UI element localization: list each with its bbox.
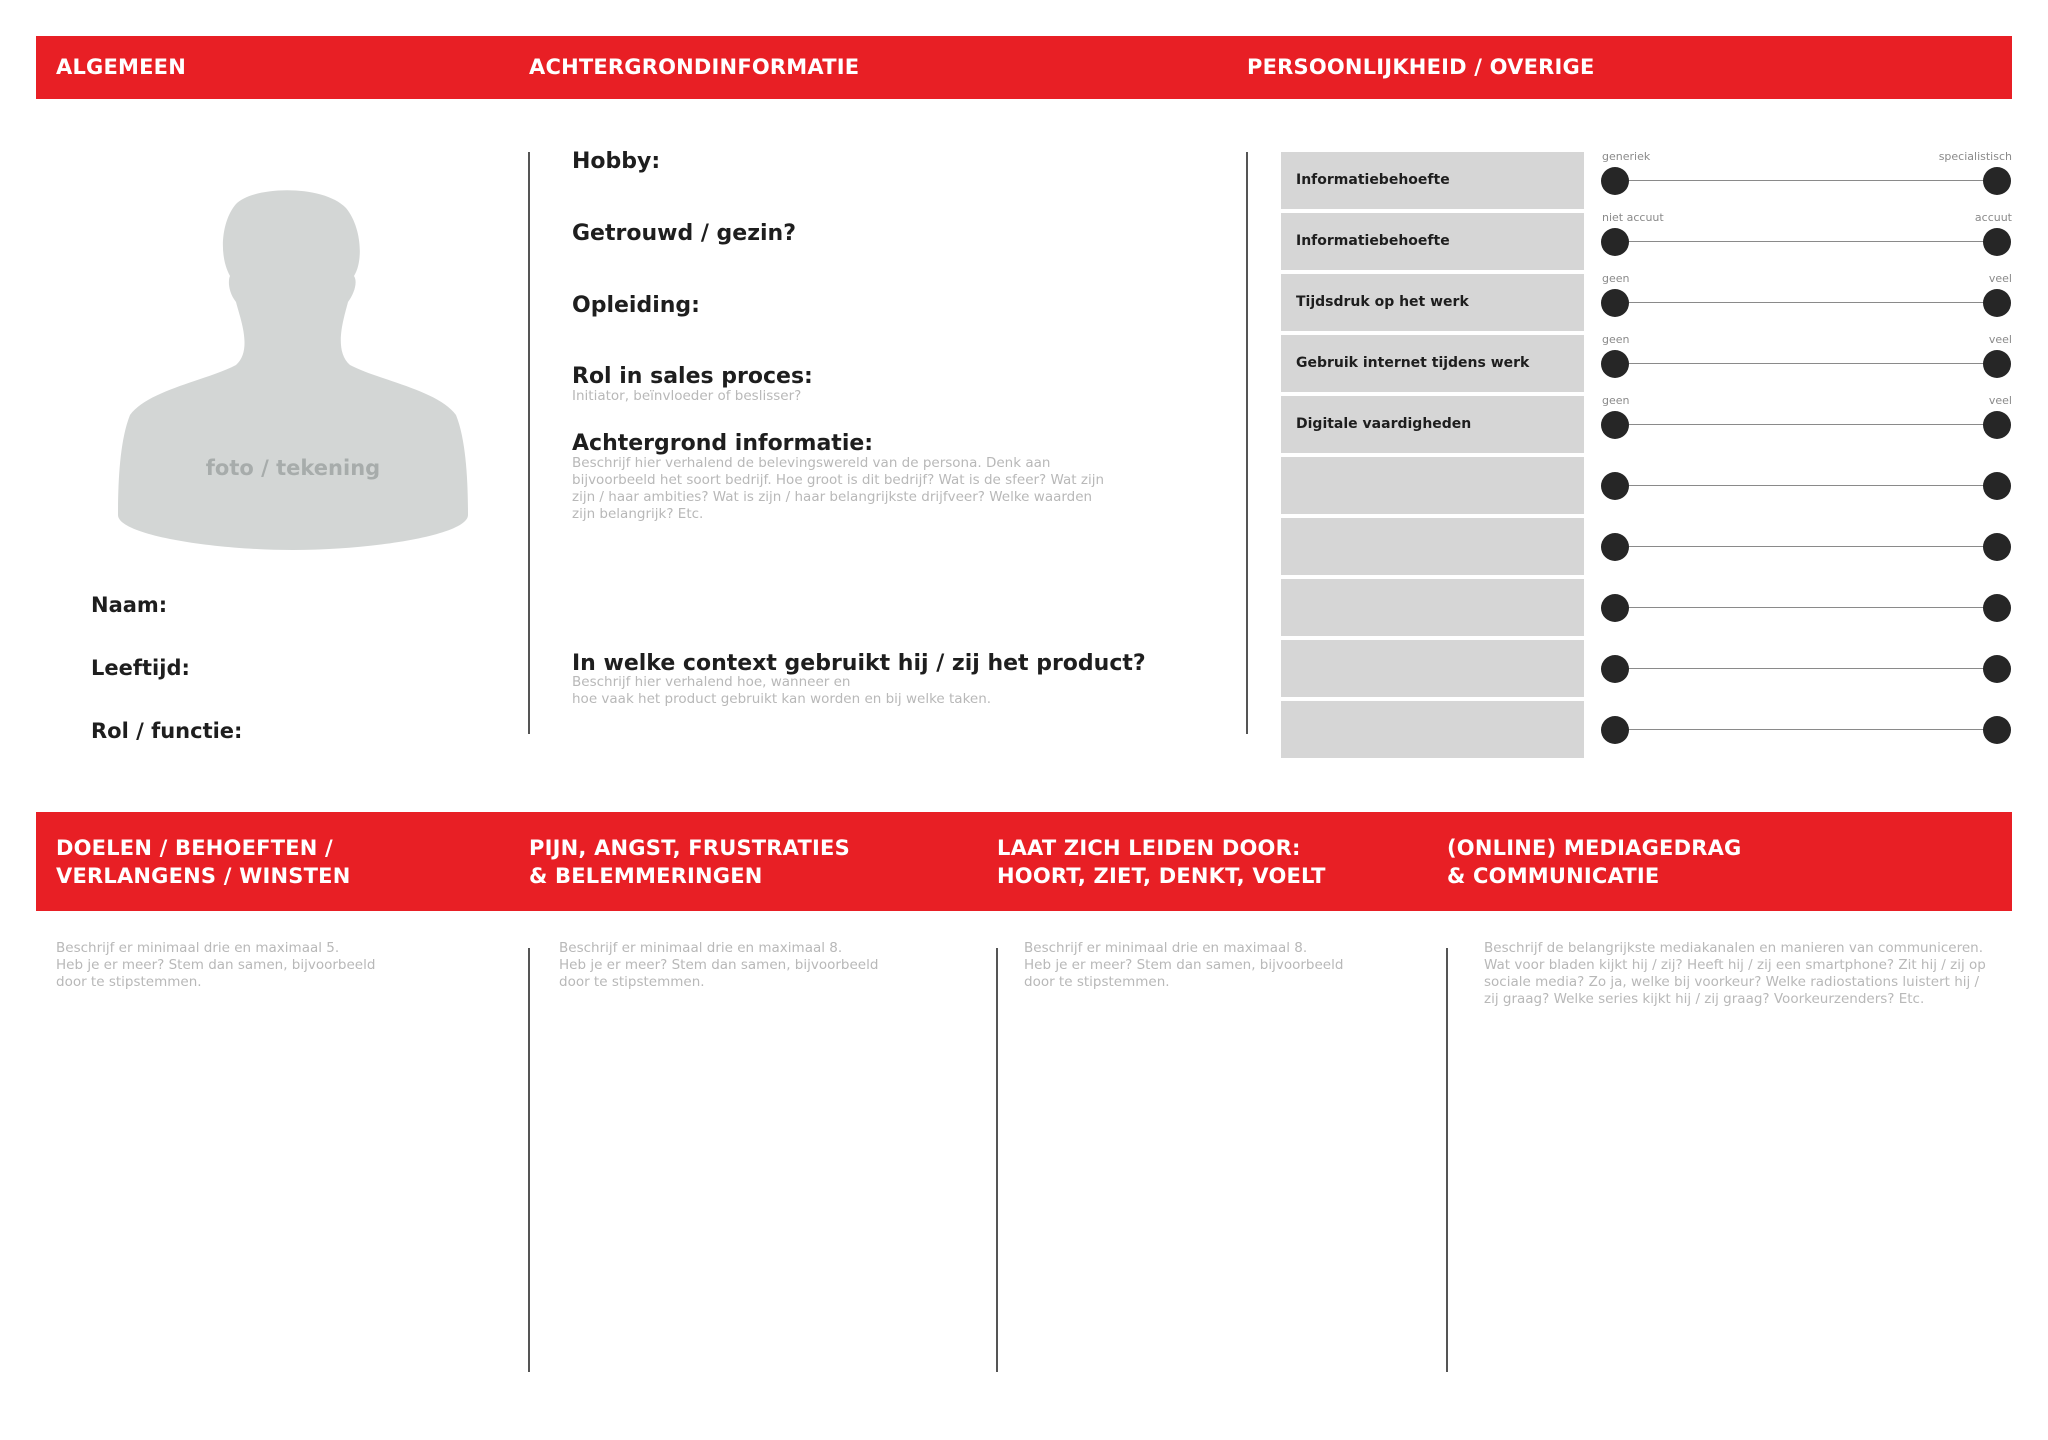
scale-min-dot[interactable] [1601, 594, 1629, 622]
divider-bottom-3 [1446, 948, 1448, 1372]
divider-bottom-1 [528, 948, 530, 1372]
goals-hint: Beschrijf er minimaal drie en maximaal 5. Heb je er meer? Stem dan samen, bijvoorbeeld door te stipstemmen. [56, 940, 376, 990]
persona-photo-placeholder[interactable] [118, 190, 468, 550]
section-title-algemeen: ALGEMEEN [56, 55, 186, 79]
trait-box[interactable] [1281, 579, 1584, 636]
scale-track [1615, 546, 1997, 547]
divider-background-personality [1246, 152, 1248, 734]
hobby-label: Hobby: [572, 149, 661, 174]
scale-min-dot[interactable] [1601, 350, 1629, 378]
section-title-persoonlijkheid: PERSOONLIJKHEID / OVERIGE [1247, 55, 1595, 79]
trait-label: Gebruik internet tijdens werk [1296, 355, 1530, 371]
scale-max-dot[interactable] [1983, 411, 2011, 439]
trait-box[interactable] [1281, 274, 1584, 331]
married-label: Getrouwd / gezin? [572, 221, 796, 246]
scale-min-label: geen [1602, 333, 1630, 346]
background-info-hint: Beschrijf hier verhalend de belevingswereld van de persona. Denk aan bijvoorbeeld het soort bedrijf. Hoe groot is dit bedrijf? Wat is de sfeer? Wat zijn zijn / haar ambities? Wat is zijn / haar belangrijkste drijfveer? Welke waarden zijn belangrijk? Etc. [572, 455, 1104, 522]
scale-max-label: specialistisch [1938, 150, 2012, 163]
scale-max-dot[interactable] [1983, 289, 2011, 317]
sales-role-label: Rol in sales proces: [572, 364, 813, 389]
scale-max-dot[interactable] [1983, 167, 2011, 195]
scale-max-dot[interactable] [1983, 350, 2011, 378]
trait-box[interactable] [1281, 213, 1584, 270]
scale-track [1615, 729, 1997, 730]
trait-box[interactable] [1281, 335, 1584, 392]
scale-min-label: generiek [1602, 150, 1651, 163]
scale-min-dot[interactable] [1601, 228, 1629, 256]
trait-box[interactable] [1281, 152, 1584, 209]
sales-role-hint: Initiator, beïnvloeder of beslisser? [572, 388, 802, 404]
section-title-goals: DOELEN / BEHOEFTEN / VERLANGENS / WINSTEN [56, 836, 351, 888]
scale-track [1615, 241, 1997, 242]
divider-bottom-2 [996, 948, 998, 1372]
context-hint: Beschrijf hier verhalend hoe, wanneer en hoe vaak het product gebruikt kan worden en bij welke taken. [572, 674, 992, 707]
photo-caption: foto / tekening [205, 456, 381, 480]
media-hint: Beschrijf de belangrijkste mediakanalen en manieren van communiceren. Wat voor bladen kijkt hij / zij? Heeft hij / zij een smartphone? Zit hij / zij op sociale media? Zo ja, welke bij voorkeur? Welke radiostations luistert hij / zij graag? Welke series kijkt hij / zij graag? Voorkeurzenders? Etc. [1484, 940, 1986, 1007]
scale-track [1615, 607, 1997, 608]
header-band-top [36, 36, 2012, 99]
scale-max-label: veel [1988, 394, 2012, 407]
scale-max-dot[interactable] [1983, 533, 2011, 561]
scale-max-dot[interactable] [1983, 655, 2011, 683]
trait-label: Informatiebehoefte [1296, 233, 1450, 249]
scale-min-dot[interactable] [1601, 411, 1629, 439]
scale-min-dot[interactable] [1601, 655, 1629, 683]
name-label: Naam: [91, 593, 168, 617]
scale-min-dot[interactable] [1601, 167, 1629, 195]
pains-hint: Beschrijf er minimaal drie en maximaal 8. Heb je er meer? Stem dan samen, bijvoorbeeld door te stipstemmen. [559, 940, 879, 990]
person-silhouette-icon [118, 190, 468, 550]
education-label: Opleiding: [572, 293, 700, 318]
context-label: In welke context gebruikt hij / zij het product? [572, 651, 1146, 676]
divider-general-background [528, 152, 530, 734]
influences-hint: Beschrijf er minimaal drie en maximaal 8. Heb je er meer? Stem dan samen, bijvoorbeeld door te stipstemmen. [1024, 940, 1344, 990]
section-title-achtergrondinformatie: ACHTERGRONDINFORMATIE [529, 55, 860, 79]
scale-min-label: niet accuut [1602, 211, 1664, 224]
scale-track [1615, 302, 1997, 303]
background-info-label: Achtergrond informatie: [572, 431, 874, 456]
scale-max-label: veel [1988, 272, 2012, 285]
scale-max-dot[interactable] [1983, 594, 2011, 622]
age-label: Leeftijd: [91, 656, 190, 680]
scale-max-dot[interactable] [1983, 472, 2011, 500]
scale-max-dot[interactable] [1983, 716, 2011, 744]
scale-track [1615, 485, 1997, 486]
scale-track [1615, 424, 1997, 425]
scale-min-dot[interactable] [1601, 533, 1629, 561]
scale-track [1615, 363, 1997, 364]
scale-track [1615, 668, 1997, 669]
scale-max-label: accuut [1974, 211, 2012, 224]
scale-min-dot[interactable] [1601, 289, 1629, 317]
trait-label: Digitale vaardigheden [1296, 416, 1472, 432]
trait-box[interactable] [1281, 701, 1584, 758]
scale-track [1615, 180, 1997, 181]
section-title-influences: LAAT ZICH LEIDEN DOOR: HOORT, ZIET, DENKT, VOELT [997, 836, 1326, 888]
trait-box[interactable] [1281, 396, 1584, 453]
scale-min-dot[interactable] [1601, 716, 1629, 744]
scale-max-dot[interactable] [1983, 228, 2011, 256]
header-band-bottom [36, 812, 2012, 911]
trait-label: Informatiebehoefte [1296, 172, 1450, 188]
trait-box[interactable] [1281, 457, 1584, 514]
section-title-media: (ONLINE) MEDIAGEDRAG & COMMUNICATIE [1447, 836, 1742, 888]
section-title-pains: PIJN, ANGST, FRUSTRATIES & BELEMMERINGEN [529, 836, 850, 888]
trait-box[interactable] [1281, 640, 1584, 697]
scale-min-label: geen [1602, 394, 1630, 407]
scale-min-dot[interactable] [1601, 472, 1629, 500]
scale-max-label: veel [1988, 333, 2012, 346]
scale-min-label: geen [1602, 272, 1630, 285]
role-label: Rol / functie: [91, 719, 243, 743]
trait-box[interactable] [1281, 518, 1584, 575]
trait-label: Tijdsdruk op het werk [1296, 294, 1469, 310]
